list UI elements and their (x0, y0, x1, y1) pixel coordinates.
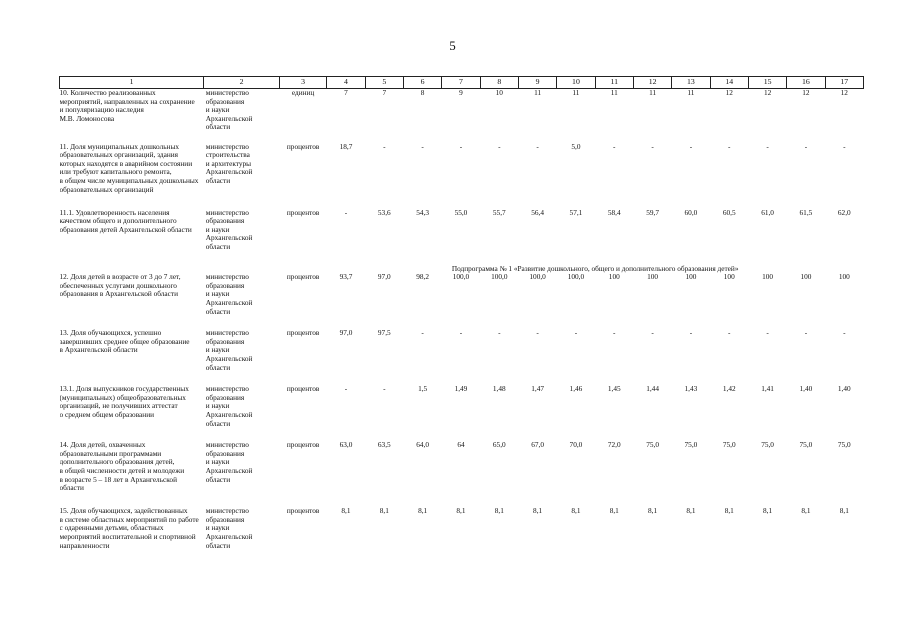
value-cell: 8,1 (571, 507, 581, 516)
unit-cell: процентов (286, 441, 320, 450)
indicator-name: 11. Доля муниципальных дошкольных образовательных организаций, здания которых находятся в аварийном состоянии или требуют капитального ремонта, в общем числе муниципальных дошкольных образовательных организаций (59, 142, 199, 194)
value-cell: 72,0 (607, 441, 621, 450)
table-row (60, 385, 864, 441)
value-cell: 5,0 (571, 142, 581, 151)
value-cell: - (728, 142, 731, 151)
table-row (60, 441, 864, 507)
value-cell: 53,6 (377, 208, 391, 217)
header-cell: 1 (60, 77, 204, 89)
value-cell: 1,42 (722, 385, 736, 394)
header-cell: 5 (365, 77, 403, 89)
value-cell: 63,0 (339, 441, 353, 450)
value-cell: 11 (572, 88, 580, 97)
value-cell: 8,1 (686, 507, 696, 516)
value-cell: - (344, 208, 348, 217)
table-row (60, 209, 864, 265)
value-cell: 100 (723, 273, 735, 282)
value-cell: 11 (649, 88, 657, 97)
value-cell: 8,1 (494, 507, 504, 516)
value-cell: 1,43 (684, 385, 698, 394)
value-cell: 65,0 (492, 441, 506, 450)
value-cell: 98,2 (416, 273, 430, 282)
responsible-org: министерство образования и науки Архангельской области (205, 273, 253, 316)
value-cell: 75,0 (761, 441, 774, 450)
value-cell: 70,0 (569, 441, 583, 450)
value-cell: - (766, 142, 769, 151)
header-cell: 8 (480, 77, 518, 89)
value-cell: 100 (762, 273, 774, 282)
value-cell: 12 (763, 88, 772, 97)
value-cell: - (613, 142, 616, 151)
value-cell: 12 (840, 88, 848, 97)
value-cell: - (766, 329, 769, 338)
header-cell: 7 (442, 77, 480, 89)
header-cell: 11 (595, 77, 633, 89)
value-cell: 75,0 (722, 441, 736, 450)
value-cell: 11 (534, 88, 542, 97)
value-cell: 8,1 (609, 507, 619, 516)
value-cell: - (689, 329, 693, 338)
value-cell: 75,0 (684, 441, 698, 450)
value-cell: 100 (838, 273, 850, 282)
value-cell: 75,0 (837, 441, 851, 450)
indicator-name: 13.1. Доля выпускников государственных (муниципальных) общеобразовательных организаций, не получивших аттестат о среднем общем образовании (59, 385, 189, 419)
value-cell: - (383, 385, 386, 394)
value-cell: 8,1 (801, 507, 811, 516)
unit-cell: процентов (286, 385, 320, 394)
value-cell: 97,5 (377, 329, 391, 338)
responsible-org: министерство образования и науки Архангельской области (205, 329, 253, 372)
value-cell: 59,7 (646, 208, 659, 217)
unit-cell: процентов (286, 329, 320, 338)
header-cell: 15 (748, 77, 786, 89)
value-cell: 1,47 (531, 385, 544, 394)
value-cell: 75,0 (799, 441, 813, 450)
subprogram-heading: Подпрограмма № 1 «Развитие дошкольного, общего и дополнительного образования детей» (451, 264, 739, 273)
header-cell: 4 (327, 77, 365, 89)
value-cell: 8,1 (648, 507, 658, 516)
value-cell: - (613, 329, 616, 338)
value-cell: - (459, 329, 463, 338)
table-row (60, 273, 864, 329)
value-cell: 100,0 (567, 273, 585, 282)
value-cell: 67,0 (531, 441, 544, 450)
value-cell: 60,5 (722, 208, 736, 217)
value-cell: - (498, 329, 501, 338)
value-cell: 8,1 (379, 507, 389, 516)
responsible-org: министерство образования и науки Архангельской области (205, 88, 253, 132)
value-cell: 8,1 (418, 507, 428, 516)
value-cell: - (843, 142, 846, 151)
value-cell: 8,1 (456, 507, 466, 516)
value-cell: 8,1 (839, 507, 849, 516)
value-cell: 8 (420, 88, 425, 97)
value-cell: 8,1 (763, 507, 773, 516)
indicator-name: 11.1. Удовлетворенность населения качеством общего и дополнительного образования детей Архангельской области (59, 208, 192, 234)
value-cell: - (536, 142, 539, 151)
table-row (60, 507, 864, 563)
value-cell: - (804, 142, 808, 151)
value-cell: 7 (382, 88, 387, 97)
table-header (60, 77, 864, 89)
indicator-name: 13. Доля обучающихся, успешно завершивших среднее общее образование в Архангельской области (59, 329, 190, 355)
value-cell: 1,41 (761, 385, 774, 394)
value-cell: 62,0 (837, 208, 851, 217)
value-cell: 58,4 (607, 208, 621, 217)
value-cell: 11 (610, 88, 618, 97)
value-cell: 64,0 (416, 441, 430, 450)
value-cell: 60,0 (684, 208, 698, 217)
value-cell: 100 (608, 273, 620, 282)
header-cell: 6 (403, 77, 441, 89)
value-cell: - (383, 142, 386, 151)
responsible-org: министерство образования и науки Архангельской области (205, 208, 253, 251)
header-cell: 16 (787, 77, 825, 89)
indicators-table (59, 76, 864, 563)
value-cell: 7 (344, 88, 348, 97)
value-cell: 1,48 (492, 385, 506, 394)
value-cell: - (843, 329, 846, 338)
header-cell: 9 (518, 77, 556, 89)
header-cell: 14 (710, 77, 748, 89)
value-cell: - (421, 329, 424, 338)
indicator-name: 10. Количество реализованных мероприятий, направленных на сохранение и популяризацию наследия М.В. Ломоносова (59, 88, 195, 123)
value-cell: 1,46 (569, 385, 583, 394)
unit-cell: процентов (286, 142, 320, 151)
value-cell: 8,1 (533, 507, 543, 516)
value-cell: 8,1 (341, 507, 351, 516)
value-cell: 18,7 (339, 142, 353, 151)
header-cell: 17 (825, 77, 863, 89)
responsible-org: министерство образования и науки Архангельской области (205, 385, 253, 428)
page-number: 5 (449, 38, 456, 53)
table-row (60, 89, 864, 143)
indicator-name: 15. Доля обучающихся, задействованных в системе областных мероприятий по работе с одаренными детьми, областных мероприятий воспитательной и спортивной направленности (59, 507, 199, 550)
value-cell: 93,7 (339, 273, 353, 282)
subheading-spacer (60, 265, 327, 274)
value-cell: 10 (495, 88, 503, 97)
value-cell: - (574, 329, 578, 338)
unit-cell: процентов (286, 507, 320, 516)
value-cell: 55,0 (454, 208, 468, 217)
header-row (60, 77, 864, 89)
header-cell: 3 (279, 77, 326, 89)
value-cell: 57,1 (569, 208, 583, 217)
subheading-row (60, 265, 864, 274)
value-cell: 100 (685, 273, 697, 282)
value-cell: 97,0 (339, 329, 353, 338)
value-cell: 12 (802, 88, 810, 97)
responsible-org: министерство образования и науки Архангельской области (205, 507, 253, 550)
value-cell: 64 (457, 441, 465, 450)
value-cell: - (344, 385, 348, 394)
value-cell: 100 (647, 273, 659, 282)
value-cell: - (804, 329, 808, 338)
header-cell: 10 (557, 77, 595, 89)
table-body (60, 89, 864, 564)
header-cell: 12 (633, 77, 671, 89)
value-cell: 8,1 (724, 507, 734, 516)
value-cell: 1,40 (837, 385, 851, 394)
value-cell: 9 (459, 88, 463, 97)
value-cell: - (536, 329, 539, 338)
value-cell: 61,0 (761, 208, 774, 217)
value-cell: 63,5 (377, 441, 391, 450)
value-cell: 1,45 (607, 385, 621, 394)
value-cell: - (421, 142, 424, 151)
value-cell: - (651, 329, 654, 338)
header-cell: 2 (204, 77, 280, 89)
value-cell: 1,40 (799, 385, 813, 394)
value-cell: 1,5 (418, 385, 428, 394)
value-cell: 56,4 (531, 208, 544, 217)
header-cell: 13 (672, 77, 710, 89)
indicator-name: 12. Доля детей в возрасте от 3 до 7 лет, обеспеченных услугами дошкольного образования в Архангельской области (59, 273, 181, 299)
unit-cell: процентов (286, 273, 320, 282)
value-cell: 100,0 (491, 273, 508, 282)
responsible-org: министерство образования и науки Архангельской области (205, 441, 253, 484)
value-cell: - (459, 142, 463, 151)
unit-cell: процентов (286, 208, 320, 217)
value-cell: 12 (725, 88, 733, 97)
value-cell: 61,5 (799, 208, 813, 217)
value-cell: 54,3 (416, 208, 430, 217)
value-cell: 55,7 (492, 208, 506, 217)
value-cell: 1,49 (454, 385, 468, 394)
value-cell: - (689, 142, 693, 151)
table-row (60, 143, 864, 209)
value-cell: 97,0 (377, 273, 391, 282)
unit-cell: единиц (291, 88, 315, 97)
value-cell: - (728, 329, 731, 338)
value-cell: - (651, 142, 654, 151)
value-cell: 100,0 (452, 273, 470, 282)
indicator-name: 14. Доля детей, охваченных образовательными программами дополнительного образования детей, в общей численности детей и молодежи в возрасте 5 – 18 лет в Архангельской области (59, 441, 185, 493)
value-cell: - (498, 142, 501, 151)
value-cell: 11 (687, 88, 695, 97)
value-cell: 100 (800, 273, 812, 282)
responsible-org: министерство строительства и архитектуры Архангельской области (205, 142, 253, 185)
value-cell: 75,0 (646, 441, 659, 450)
table-row (60, 329, 864, 385)
value-cell: 100,0 (529, 273, 546, 282)
value-cell: 1,44 (646, 385, 659, 394)
